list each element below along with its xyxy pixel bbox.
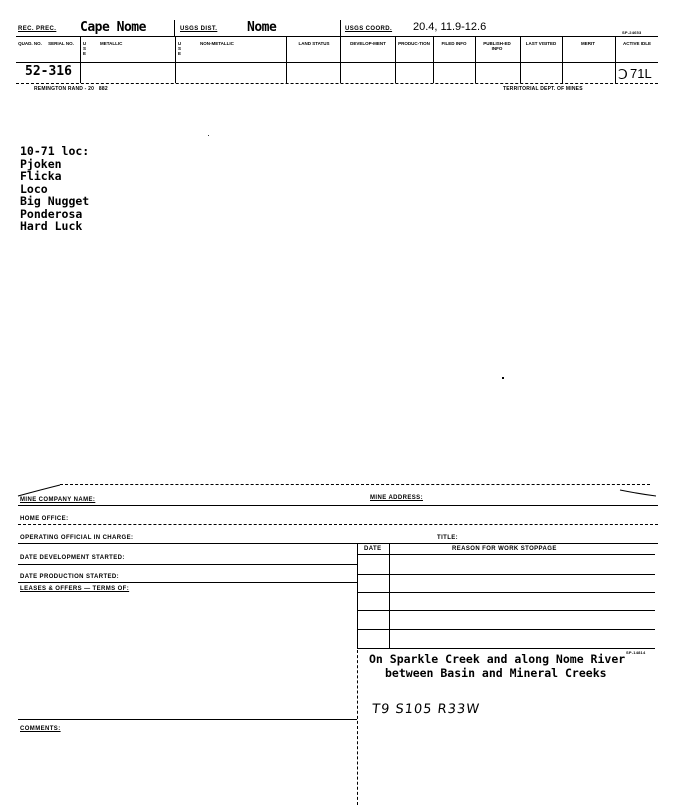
sep-rec-usgs [174,20,175,37]
stoppage-header-rule [357,554,655,555]
rule-company [18,505,658,506]
remington-label [34,86,108,92]
rec-prec-value: Cape Nome [80,20,146,35]
speck [208,135,209,136]
stoppage-date-divider [389,543,390,649]
claim-name: Ponderosa [20,206,83,221]
usgs-dist-label: USGS DIST. [180,26,218,32]
claim-name: Hard Luck [20,219,83,233]
usgs-dist-value: Nome [247,20,277,35]
col-sep-6 [433,36,434,83]
col-merit: MERIT [581,41,595,46]
rec-prec-label: REC. PREC. [18,26,57,32]
col-sep-1 [80,36,81,83]
sep-dist-coord [340,20,341,37]
notes-heading: 10-71 loc: [20,144,90,158]
location-line-1: On Sparkle Creek and along Nome River [369,652,626,666]
claim-name: Big Nugget [20,194,90,208]
form-number-2: SP-14814 [626,650,646,655]
col-quad-no: QUAD. NO. [18,41,42,46]
claim-name: Pjoken [20,156,62,171]
col-filed-info: FILED INFO [441,41,467,46]
stoppage-reason-header: REASON FOR WORK STOPPAGE [452,546,557,552]
col-use-2: USE [177,41,182,56]
rule-development [18,564,357,565]
comments-label: COMMENTS: [20,726,61,732]
date-production-label: DATE PRODUCTION STARTED: [20,574,120,580]
col-land-status: LAND STATUS [298,41,330,46]
active-idle-mark: Ↄ [618,66,628,82]
leases-label: LEASES & OFFERS — TERMS OF: [20,586,130,592]
col-use-1: USE [82,41,87,56]
col-development: DEVELOP-MENT [350,41,386,46]
rule-leases-bottom [18,719,357,720]
stoppage-left-border [357,543,358,649]
location-description [369,652,625,680]
stoppage-date-header: DATE [364,546,382,552]
stoppage-row-1 [357,574,655,575]
title-label: TITLE: [437,535,459,541]
col-last-visited: LAST VISITED [525,41,557,46]
location-notes [20,145,89,233]
header-bottom-rule [16,83,658,84]
col-sep-4 [340,36,341,83]
form-number: SP-24653 [622,30,642,35]
col-serial-no: SERIAL NO. [48,41,74,46]
col-published-info: PUBLISH-ED INFO [483,41,511,51]
col-sep-5 [395,36,396,83]
active-idle-value: 71L [630,66,652,81]
home-office-label: HOME OFFICE: [20,516,69,522]
territorial-label: TERRITORIAL DEPT. OF MINES [503,86,583,92]
remington-text: REMINGTON RAND - 20 [34,86,95,92]
col-sep-9 [562,36,563,83]
stoppage-row-2 [357,592,655,593]
stoppage-row-3 [357,610,655,611]
remington-number: 882 [98,86,108,92]
usgs-coord-value: 20.4, 11.9-12.6 [413,21,487,33]
mine-address-label: MINE ADDRESS: [370,495,423,501]
operating-official-label: OPERATING OFFICIAL IN CHARGE: [20,535,134,541]
date-development-label: DATE DEVELOPMENT STARTED: [20,555,125,561]
col-metallic: METALLIC [100,41,123,46]
col-active-idle: ACTIVE IDLE [622,41,651,46]
location-line-2: between Basin and Mineral Creeks [385,666,607,680]
col-sep-8 [520,36,521,83]
col-non-metallic: NON-METALLIC [200,41,234,46]
rule-home-office [18,524,658,525]
claim-name: Loco [20,181,48,196]
col-sep-3 [286,36,287,83]
quad-serial-value: 52-316 [25,64,72,79]
township-range-handwritten: T9 S105 R33W [371,702,481,717]
col-sep-2 [175,36,176,83]
right-column-divider [357,650,358,805]
stoppage-row-5 [357,648,655,649]
stoppage-row-4 [357,629,655,630]
col-production: PRODUC-TION [398,41,430,46]
rule-official [18,543,658,544]
mine-company-name-label: MINE COMPANY NAME: [20,497,96,503]
col-sep-7 [475,36,476,83]
claim-name: Flicka [20,169,62,183]
rule-production [18,582,357,583]
usgs-coord-label: USGS COORD. [345,26,393,32]
speck [502,377,504,379]
col-sep-10 [615,36,616,83]
